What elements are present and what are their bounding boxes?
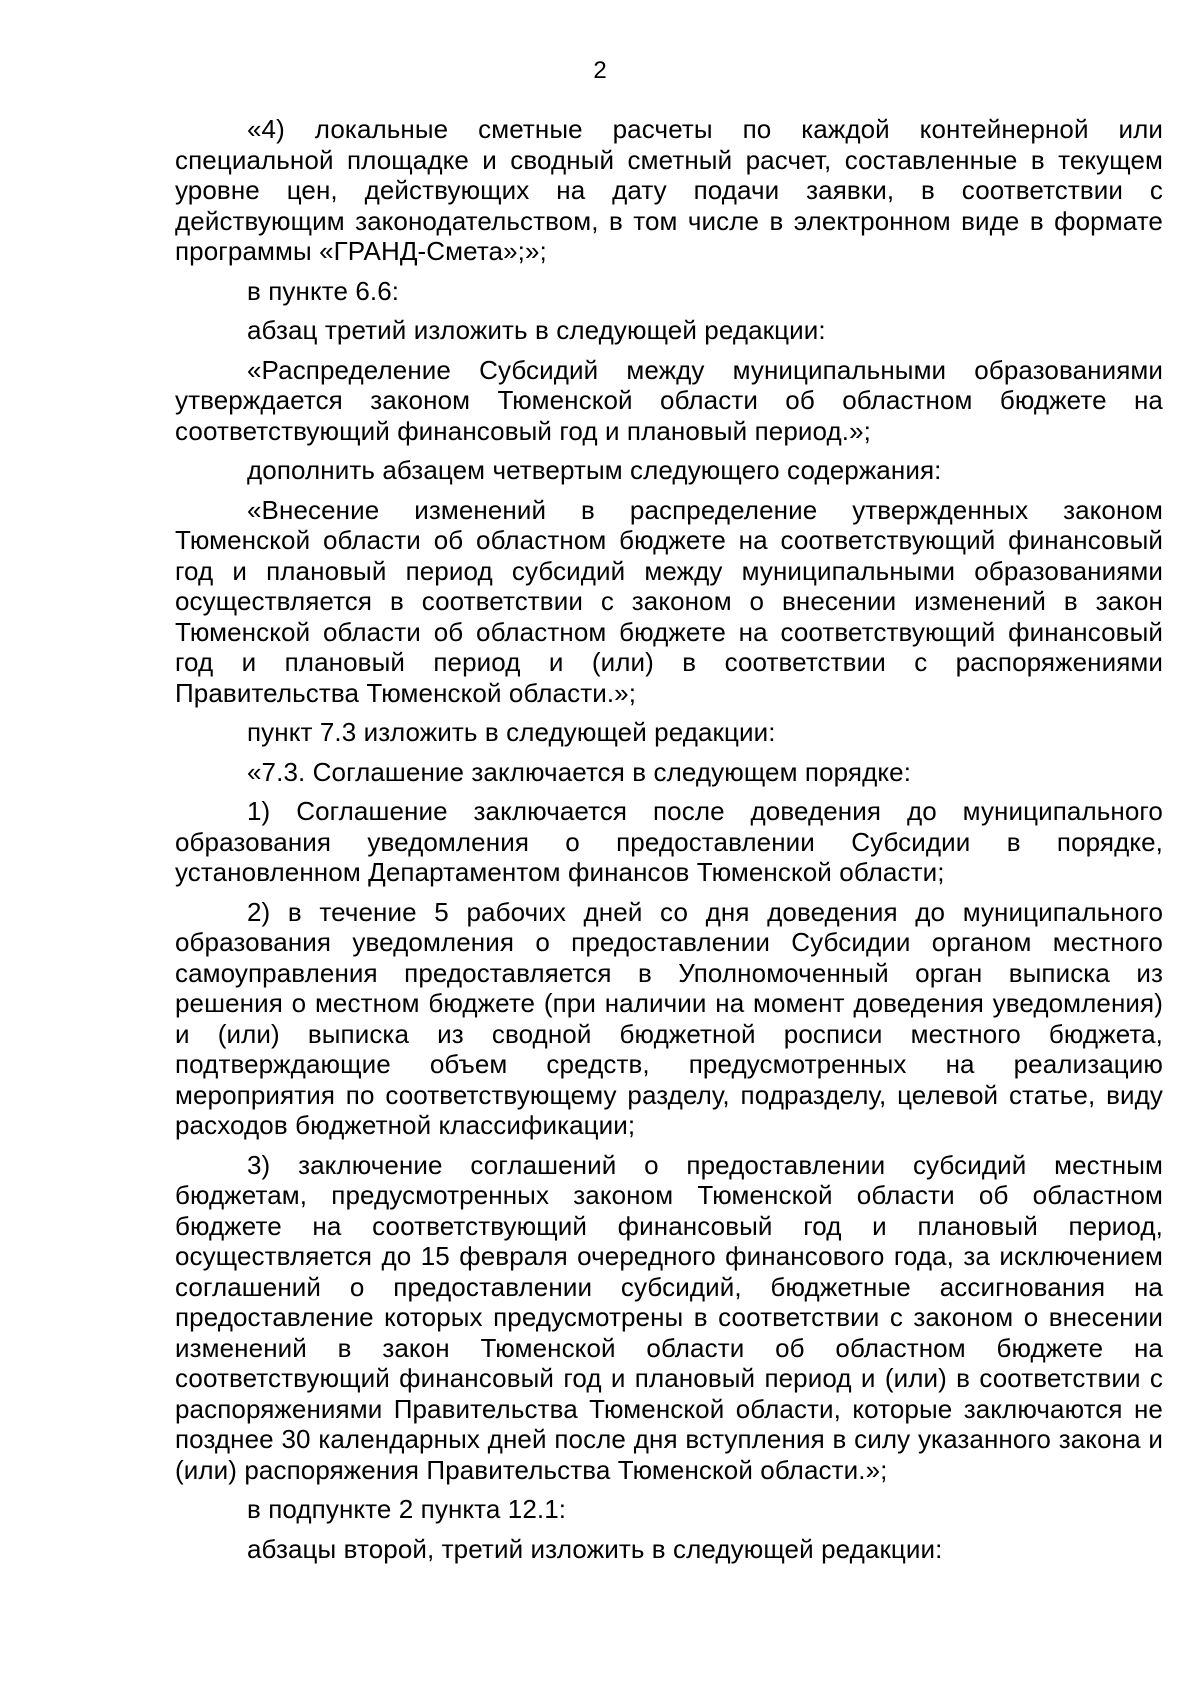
paragraph-item-1: 1) Соглашение заключается после доведения до муниципального образования уведомления о предоставлении Субсидии в порядке, установленном Департаментом финансов Тюменской области; — [175, 796, 1163, 887]
paragraph-item-2: 2) в течение 5 рабочих дней со дня доведения до муниципального образования уведомления о предоставлении Субсидии органом местного самоуправления предоставляется в Уполномоченный орган выписка из решения о местном бюджете (при наличии на момент доведения уведомления) и (или) выписка из сводной бюджетной росписи местного бюджета, подтверждающие объем средств, предусмотренных на реализацию мероприятия по соответствующему разделу, подразделу, целевой статье, виду расходов бюджетной классификации; — [175, 896, 1163, 1140]
page-number: 2 — [593, 57, 607, 84]
paragraph-clause-7-3-instruction: пункт 7.3 изложить в следующей редакции: — [247, 717, 776, 747]
paragraph-subsidy-distribution: «Распределение Субсидий между муниципальными образованиями утверждается законом Тюменской области об областном бюджете на соответствующий финансовый год и плановый период.»; — [175, 354, 1163, 446]
paragraph-second-third-abzac: абзацы второй, третий изложить в следующей редакции: — [247, 1533, 943, 1564]
paragraph-third-abzac-instruction: абзац третий изложить в следующей редакции: — [247, 315, 826, 345]
paragraph-distribution-changes: «Внесение изменений в распределение утвержденных законом Тюменской области об областном бюджете на соответствующий финансовый год и плановый период субсидий между муниципальными образованиями осуществляется в соответствии с законом о внесении изменений в закон Тюменской области об областном бюджете на соответствующий финансовый год и плановый период и (или) в соответствии с распоряжениями Правительства Тюменской области.»; — [175, 494, 1163, 708]
paragraph-item-4-local-estimates: «4) локальные сметные расчеты по каждой контейнерной или специальной площадке и сводный сметный расчет, составленные в текущем уровне цен, действующих на дату подачи заявки, в соответствии с действующим законодательством, в том числе в электронном виде в формате программы «ГРАНД-Смета»;»; — [175, 114, 1163, 266]
paragraph-clause-6-6: в пункте 6.6: — [247, 275, 400, 306]
paragraph-item-3: 3) заключение соглашений о предоставлении субсидий местным бюджетам, предусмотренных законом Тюменской области об областном бюджете на соответствующий финансовый год и плановый период, осуществляется до 15 февраля очередного финансового года, за исключением соглашений о предоставлении субсидий, бюджетные ассигнования на предоставление которых предусмотрены в соответствии с законом о внесении изменений в закон Тюменской области об областном бюджете на соответствующий финансовый год и плановый период и (или) в соответствии с распоряжениями Правительства Тюменской области, которые заключаются не позднее 30 календарных дней после дня вступления в силу указанного закона и (или) распоряжения Правительства Тюменской области.»; — [175, 1149, 1163, 1485]
paragraph-subclause-12-1: в подпункте 2 пункта 12.1: — [247, 1494, 567, 1524]
document-body — [175, 114, 1163, 1573]
paragraph-7-3-heading: «7.3. Соглашение заключается в следующем порядке: — [247, 756, 912, 787]
paragraph-add-fourth-abzac: дополнить абзацем четвертым следующего содержания: — [247, 455, 942, 485]
